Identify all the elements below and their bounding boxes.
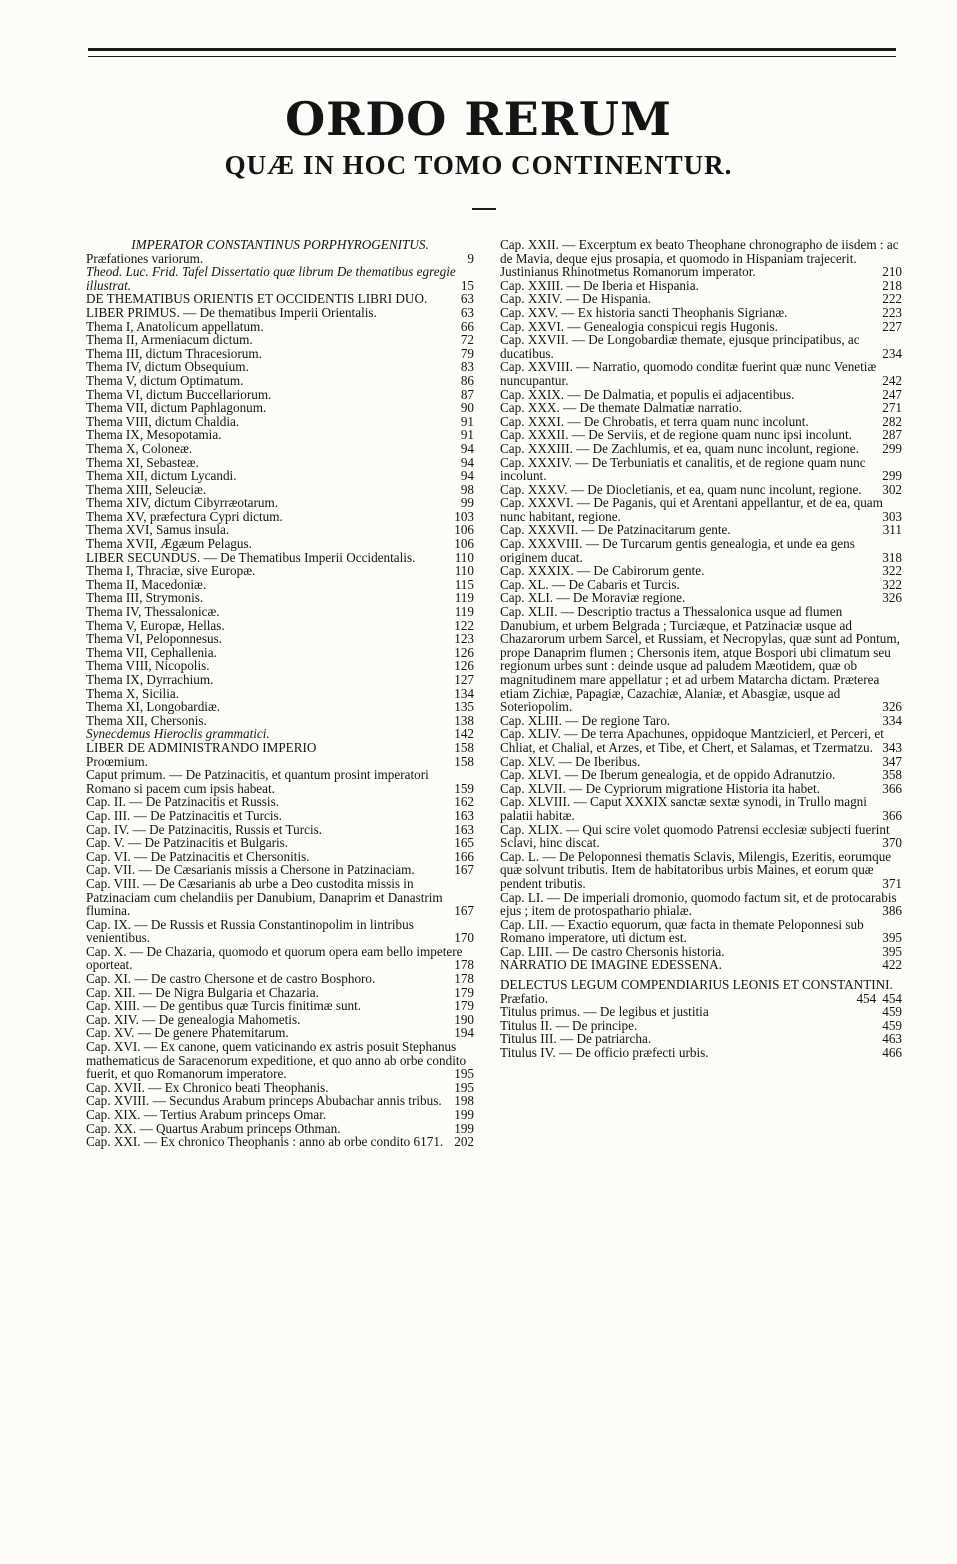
toc-entry-text: Thema VIII, dictum Chaldia. (86, 413, 240, 429)
toc-page-number: 98 (460, 481, 474, 497)
toc-entry-text: Thema VII, Cephallenia. (86, 644, 217, 660)
toc-page-number: 158 (454, 753, 474, 769)
toc-page-number: 366 (882, 780, 902, 796)
toc-page-number: 86 (460, 372, 474, 388)
toc-entry (86, 415, 474, 429)
toc-entry-text: Cap. XXXIV. — De Terbuniatis et canalitis, et de regione quam nunc incolunt. (500, 454, 866, 484)
toc-entry-text: Cap. VI. — De Patzinacitis et Chersonitis. (86, 848, 310, 864)
toc-entry (86, 768, 474, 795)
toc-entry (86, 483, 474, 497)
toc-entry-text: Cap. XLV. — De Iberibus. (500, 753, 641, 769)
toc-entry (500, 279, 902, 293)
toc-entry-text: Thema I, Anatolicum appellatum. (86, 318, 264, 334)
toc-page-number: 303 (882, 508, 902, 524)
toc-entry-text: Cap. XXVIII. — Narratio, quomodo conditæ fuerint quæ nunc Venetiæ nuncupantur. (500, 359, 877, 388)
toc-entry (86, 428, 474, 442)
toc-page-number: 395 (882, 930, 902, 946)
toc-page-number: 322 (882, 576, 902, 592)
toc-page-number: 165 (454, 835, 474, 851)
toc-entry-text: Thema XI, Sebasteæ. (86, 454, 199, 470)
toc-page-number: 119 (454, 604, 474, 620)
toc-entry (86, 918, 474, 945)
toc-entry-text: Cap. XLVII. — De Cypriorum migratione Historia ita habet. (500, 780, 820, 796)
toc-entry (86, 809, 474, 823)
toc-entry-text: Caput primum. — De Patzinacitis, et quantum prosint imperatori Romano si pacem cum ipsis habeat. (86, 767, 429, 796)
toc-entry (86, 510, 474, 524)
toc-page-number: 223 (882, 304, 902, 320)
toc-entry-text: Cap. LII. — Exactio equorum, quæ facta in themate Peloponnesi sub Romano imperatore, uti dictum est. (500, 916, 864, 946)
toc-entry (500, 388, 902, 402)
toc-entry-text: Thema I, Thraciæ, sive Europæ. (86, 563, 256, 579)
toc-page-number: 166 (454, 848, 474, 864)
toc-entry (500, 755, 902, 769)
toc-entry-text: Cap. XL. — De Cabaris et Turcis. (500, 576, 680, 592)
toc-entry-text: Cap. XXI. — Ex chronico Theophanis : anno ab orbe condito 6171. (86, 1134, 444, 1150)
toc-page-number: 198 (454, 1093, 474, 1109)
toc-page-number: 282 (882, 413, 902, 429)
toc-page-number: 190 (454, 1011, 474, 1027)
toc-page-number: 227 (882, 318, 902, 334)
toc-page-number: 202 (454, 1134, 474, 1150)
toc-entry (86, 347, 474, 361)
toc-entry (86, 741, 474, 755)
toc-page-number: 72 (460, 332, 474, 348)
toc-page-number: 311 (882, 522, 902, 538)
toc-entry (86, 537, 474, 551)
toc-entry-text: Cap. IV. — De Patzinacitis, Russis et Turcis. (86, 821, 323, 837)
toc-entry-text: Cap. XXXIII. — De Zachlumis, et ea, quam nunc incolunt, regione. (500, 440, 859, 456)
toc-page-number: 127 (454, 672, 474, 687)
toc-page-number: 103 (454, 508, 474, 524)
toc-entry (86, 999, 474, 1013)
toc-entry-text: Cap. XLII. — Descriptio tractus a Thessalonica usque ad flumen Danubium, et urbem Belgrada ; Turciæque, et Patzinaciæ usque ad Chazarorum urbem Sarcel, et Russiam, et Necropylas, quæ sunt ad Pontum, prope Danaprim flumen ; Chersonis item, atque Bospori ubi climatum seu regionum urbes sunt : deinde usque ad paludem Mæotidem, quæ ob magnitudinem mare appellatur ; et ad urbem Matarcha dictam. Præterea etiam Zichiæ, Papagiæ, Cazachiæ, Alaniæ, et Abasgiæ, usque ad Soteriopolim. (500, 604, 900, 715)
toc-entry-text: Cap. XXXVIII. — De Turcarum gentis genealogia, et unde ea gens originem ducat. (500, 536, 855, 565)
toc-entry (86, 1026, 474, 1040)
toc-entry (86, 578, 474, 592)
toc-entry (86, 523, 474, 537)
toc-entry (86, 360, 474, 374)
toc-entry (500, 918, 902, 945)
toc-page-number: 159 (454, 780, 474, 796)
toc-entry (86, 850, 474, 864)
toc-page-number: 326 (882, 699, 902, 715)
toc-entry (86, 591, 474, 605)
toc-page-number: 347 (882, 753, 902, 769)
toc-entry-text: Cap. XLIII. — De regione Taro. (500, 712, 671, 728)
toc-entry (86, 1081, 474, 1095)
toc-entry-text: Cap. XIII. — De gentibus quæ Turcis finitimæ sunt. (86, 998, 362, 1014)
toc-entry (500, 891, 902, 918)
toc-page-number: 178 (454, 971, 474, 987)
toc-entry (86, 551, 474, 565)
toc-entry (500, 564, 902, 578)
toc-entry-text: Synecdemus Hieroclis grammatici. (86, 726, 270, 742)
toc-entry-text: Titulus primus. — De legibus et justitia (500, 1004, 709, 1020)
toc-entry-text: Thema XIII, Seleuciæ. (86, 481, 207, 497)
toc-entry-text: Thema VII, dictum Paphlagonum. (86, 400, 267, 416)
toc-entry-text: NARRATIO DE IMAGINE EDESSENA. (500, 957, 722, 973)
toc-page-number: 79 (460, 345, 474, 361)
toc-page-number: 322 (882, 563, 902, 579)
toc-entry (86, 320, 474, 334)
toc-entry (86, 823, 474, 837)
toc-page-number: 87 (460, 386, 474, 402)
toc-entry (500, 238, 902, 279)
toc-page-number: 343 (882, 739, 902, 755)
toc-entry (86, 673, 474, 687)
toc-entry-text: Cap. XX. — Quartus Arabum princeps Othman. (86, 1120, 341, 1136)
toc-page-number: 170 (454, 930, 474, 946)
toc-entry-text: Cap. XIV. — De genealogia Mahometis. (86, 1011, 301, 1027)
toc-entry (500, 782, 902, 796)
toc-page-number: 106 (454, 522, 474, 538)
toc-entry (500, 401, 902, 415)
toc-entry (500, 360, 902, 387)
toc-page-number: 94 (460, 468, 474, 484)
toc-entry-text: Cap. XXXIX. — De Cabirorum gente. (500, 563, 705, 579)
toc-page-number: 302 (882, 481, 902, 497)
toc-entry-text: Titulus II. — De principe. (500, 1017, 638, 1033)
toc-entry-text: Theod. Luc. Frid. Tafel Dissertatio quæ librum De thematibus egregie illustrat. (86, 264, 456, 293)
toc-entry (86, 687, 474, 701)
toc-page-number: 115 (454, 576, 474, 592)
toc-entry (86, 469, 474, 483)
toc-entry (86, 374, 474, 388)
toc-entry (86, 605, 474, 619)
toc-page-number: 138 (454, 712, 474, 728)
toc-entry (500, 823, 902, 850)
toc-page-number: 459 (882, 1004, 902, 1020)
toc-entry (86, 727, 474, 741)
toc-entry (86, 265, 474, 292)
toc-entry-text: Cap. VIII. — De Cæsarianis ab urbe a Deo custodita missis in Patzinaciam cum chelandiis per Danubium, Danaprim et Danastrim flumina. (86, 875, 443, 919)
toc-entry-text: Cap. XXXII. — De Serviis, et de regione quam nunc ipsi incolunt. (500, 427, 852, 443)
toc-page-number: 142 (454, 726, 474, 742)
toc-entry-text: Cap. XXIX. — De Dalmatia, et populis ei adjacentibus. (500, 386, 795, 402)
top-rule-thin (88, 56, 896, 57)
toc-page-number: 326 (882, 590, 902, 606)
toc-entry-text: Cap. X. — De Chazaria, quomodo et quorum opera eam bello impetere oporteat. (86, 943, 463, 973)
toc-page-number: 199 (454, 1120, 474, 1136)
toc-entry (86, 755, 474, 769)
toc-entry-text: Cap. IX. — De Russis et Russia Constantinopolim in lintribus venientibus. (86, 916, 414, 946)
toc-entry-text: Cap. V. — De Patzinacitis et Bulgaris. (86, 835, 289, 851)
toc-entry-text: Thema XV, præfectura Cypri dictum. (86, 508, 283, 524)
toc-page-number: 299 (882, 440, 902, 456)
toc-entry (86, 496, 474, 510)
toc-entry-text: Cap. XXXVI. — De Paganis, qui et Arentani appellantur, et de ea, quam nunc habitant, regione. (500, 495, 883, 524)
toc-entry (86, 700, 474, 714)
toc-page-number: 15 (460, 277, 474, 293)
toc-entry-text: Cap. XVI. — Ex canone, quem vaticinando ex astris posuit Stephanus mathematicus de Saracenorum expeditione, et quo anno ab orbe condito fuerit, et quo Romanorum imperatore. (86, 1039, 467, 1082)
toc-entry (86, 646, 474, 660)
toc-entry-text: Thema X, Sicilia. (86, 685, 180, 701)
toc-entry-text: IMPERATOR CONSTANTINUS PORPHYROGENITUS. (131, 237, 429, 252)
toc-page-number: 386 (882, 903, 902, 919)
toc-entry (86, 1108, 474, 1122)
toc-page-number: 63 (460, 291, 474, 307)
toc-entry (500, 1046, 902, 1060)
right-column (500, 238, 902, 1060)
toc-entry-text: Thema III, dictum Thracesiorum. (86, 345, 262, 361)
toc-entry-text: Thema X, Coloneæ. (86, 440, 193, 456)
toc-page-number: 90 (460, 400, 474, 416)
toc-entry-text: LIBER DE ADMINISTRANDO IMPERIO (86, 739, 317, 755)
toc-entry-text: Thema XII, dictum Lycandi. (86, 468, 237, 484)
toc-entry-text: Cap. L. — De Peloponnesi thematis Sclavis, Milengis, Ezeritis, eorumque quæ solvunt tributis. Item de habitatoribus urbis Maines, et eorum quæ pendent tributis. (500, 848, 892, 891)
toc-page-number: 91 (460, 413, 474, 429)
toc-entry (86, 945, 474, 972)
toc-entry (86, 836, 474, 850)
toc-entry (86, 292, 474, 306)
toc-page-number: 123 (454, 631, 474, 647)
toc-page-number: 463 (882, 1031, 902, 1047)
toc-entry (500, 442, 902, 456)
toc-entry (500, 591, 902, 605)
toc-entry-text: Cap. XIX. — Tertius Arabum princeps Omar. (86, 1107, 327, 1122)
toc-entry-text: Cap. XI. — De castro Chersone et de castro Bosphoro. (86, 971, 376, 987)
toc-page-number: 106 (454, 536, 474, 552)
toc-entry (86, 1122, 474, 1136)
toc-entry (86, 877, 474, 918)
toc-entry (86, 659, 474, 673)
toc-page-number: 91 (460, 427, 474, 443)
toc-entry (500, 456, 902, 483)
toc-page-number: 218 (882, 277, 902, 293)
toc-entry (86, 238, 474, 252)
toc-page-number: 9 (467, 250, 474, 266)
toc-page-number: 287 (882, 427, 902, 443)
title-dash (472, 208, 496, 210)
toc-entry (86, 632, 474, 646)
toc-entry-text: Titulus IV. — De officio præfecti urbis. (500, 1045, 709, 1061)
toc-entry-text: Cap. XV. — De genere Phatemitarum. (86, 1025, 289, 1041)
toc-page-number: 135 (454, 699, 474, 715)
toc-page-number: 122 (454, 617, 474, 633)
top-rule (88, 48, 896, 51)
toc-entry-text: Thema VI, dictum Buccellariorum. (86, 386, 272, 402)
toc-page-number: 371 (882, 875, 902, 891)
toc-entry (86, 442, 474, 456)
toc-page-number: 167 (454, 903, 474, 919)
toc-entry-text: Præfatio. (500, 990, 548, 1006)
toc-entry-text: Thema II, Macedoniæ. (86, 576, 207, 592)
toc-entry (86, 1135, 474, 1149)
toc-page-number: 195 (454, 1079, 474, 1095)
toc-entry (86, 333, 474, 347)
page-title: ORDO RERUM (285, 92, 672, 146)
toc-entry-text: Proœmium. (86, 753, 148, 769)
toc-entry (500, 415, 902, 429)
toc-entry-text: Cap. XXVII. — De Longobardiæ themate, ejusque principatibus, ac ducatibus. (500, 332, 860, 361)
toc-entry-text: Cap. XXVI. — Genealogia conspicui regis Hugonis. (500, 318, 778, 334)
toc-page-number: 234 (882, 345, 902, 361)
toc-entry-text: Præfationes variorum. (86, 250, 204, 266)
toc-entry (500, 795, 902, 822)
toc-page-number: 163 (454, 821, 474, 837)
toc-entry (86, 986, 474, 1000)
toc-entry (500, 292, 902, 306)
toc-entry-text: Cap. XLI. — De Moraviæ regione. (500, 590, 686, 606)
toc-entry-text: Cap. XLIV. — De terra Apachunes, oppidoque Mantzicierl, et Perceri, et Chliat, et Chalial, et Arzes, et Tibe, et Chert, et Salamas, et Tzermatzu. (500, 726, 884, 755)
toc-entry-text: Cap. XXIII. — De Iberia et Hispania. (500, 277, 699, 293)
toc-page-number: 199 (454, 1107, 474, 1122)
toc-entry-text: Thema VIII, Nicopolis. (86, 658, 210, 674)
toc-entry-text: DELECTUS LEGUM COMPENDIARIUS LEONIS ET CONSTANTINI. (500, 977, 893, 993)
toc-entry-text: Cap. XXIV. — De Hispania. (500, 291, 652, 307)
toc-page-number: 459 (882, 1017, 902, 1033)
toc-entry (500, 320, 902, 334)
toc-entry-text: Cap. XVII. — Ex Chronico beati Theophanis. (86, 1079, 329, 1095)
toc-entry (86, 619, 474, 633)
toc-entry-text: Thema XVI, Samus insula. (86, 522, 230, 538)
toc-entry-text: Cap. XLVI. — De Iberum genealogia, et de oppido Adranutzio. (500, 767, 836, 783)
toc-page-number: 162 (454, 794, 474, 810)
toc-entry (500, 333, 902, 360)
toc-page-number: 110 (454, 563, 474, 579)
toc-page-number: 299 (882, 468, 902, 484)
toc-entry (500, 578, 902, 592)
toc-entry-text: Cap. II. — De Patzinacitis et Russis. (86, 794, 280, 810)
toc-entry (500, 483, 902, 497)
toc-page-number: 466 (882, 1045, 902, 1061)
toc-page-number: 158 (454, 739, 474, 755)
page-subtitle: QUÆ IN HOC TOMO CONTINENTUR. (224, 150, 733, 180)
toc-page-number: 63 (460, 304, 474, 320)
toc-entry (86, 795, 474, 809)
toc-entry-text: Thema XIV, dictum Cibyrræotarum. (86, 495, 279, 511)
toc-entry-text: Cap. XII. — De Nigra Bulgaria et Chazaria. (86, 984, 319, 1000)
toc-entry-text: Thema XI, Longobardiæ. (86, 699, 221, 715)
toc-entry (86, 388, 474, 402)
toc-entry-text: Thema V, dictum Optimatum. (86, 372, 244, 388)
toc-entry (86, 306, 474, 320)
toc-entry (86, 252, 474, 266)
toc-page-number: 134 (454, 685, 474, 701)
toc-entry-text: Thema VI, Peloponnesus. (86, 631, 223, 647)
toc-entry (500, 1005, 902, 1019)
toc-entry-text: Cap. XLIX. — Qui scire volet quomodo Patrensi ecclesiæ subjecti fuerint Sclavi, hinc discat. (500, 821, 890, 851)
toc-page-number: 126 (454, 644, 474, 660)
toc-entry (500, 605, 902, 714)
toc-entry (86, 1040, 474, 1081)
toc-entry (500, 768, 902, 782)
toc-entry-text: DE THEMATIBUS ORIENTIS ET OCCIDENTIS LIBRI DUO. (86, 291, 428, 307)
toc-entry (86, 1013, 474, 1027)
toc-page-number: 422 (882, 957, 902, 973)
toc-page-number: 99 (460, 495, 474, 511)
toc-entry (500, 496, 902, 523)
toc-entry-text: Cap. III. — De Patzinacitis et Turcis. (86, 807, 282, 823)
toc-entry (500, 945, 902, 959)
toc-entry (500, 306, 902, 320)
toc-page-number: 94 (460, 440, 474, 456)
toc-entry-text: Cap. XXX. — De themate Dalmatiæ narratio. (500, 400, 743, 416)
toc-entry-text: Cap. XXV. — Ex historia sancti Theophanis Sigrianæ. (500, 304, 788, 320)
toc-entry (500, 714, 902, 728)
toc-page-number: 179 (454, 984, 474, 1000)
toc-entry-text: Thema IV, Thessalonicæ. (86, 604, 220, 620)
toc-page-number: 178 (454, 957, 474, 973)
toc-page-number: 454 (882, 990, 902, 1006)
toc-entry (86, 1094, 474, 1108)
toc-page-number: 210 (882, 264, 902, 280)
toc-page-number: 83 (460, 359, 474, 375)
toc-entry-text: Cap. XXII. — Excerptum ex beato Theophane chronographo de iisdem : ac de Mavia, deque ejus prosapia, et quomodo in Hispaniam trajecerit. Justinianus Rhinotmetus Romanorum imperator. (500, 237, 899, 280)
toc-page-number: 370 (882, 835, 902, 851)
toc-page-number: 247 (882, 386, 902, 402)
toc-entry (500, 523, 902, 537)
toc-entry (500, 537, 902, 564)
toc-page-number: 366 (882, 807, 902, 823)
toc-entry-text: Cap. XXXI. — De Chrobatis, et terra quam nunc incolunt. (500, 413, 809, 429)
toc-page-number: 271 (882, 400, 902, 416)
toc-entry-text: Cap. XVIII. — Secundus Arabum princeps Abubachar annis tribus. (86, 1093, 442, 1109)
toc-page-number: 242 (882, 372, 902, 388)
toc-entry (500, 1019, 902, 1033)
toc-page-number: 163 (454, 807, 474, 823)
toc-entry (500, 992, 902, 1006)
toc-entry-text: LIBER PRIMUS. — De thematibus Imperii Orientalis. (86, 304, 377, 320)
toc-entry (500, 958, 902, 972)
toc-entry-text: Cap. XLVIII. — Caput XXXIX sanctæ sextæ synodi, in Trullo magni palatii habitæ. (500, 794, 867, 823)
toc-entry-text: Thema XVII, Ægæum Pelagus. (86, 536, 252, 552)
toc-page-number: 66 (460, 318, 474, 334)
toc-entry (86, 456, 474, 470)
toc-page-number: 119 (454, 590, 474, 606)
toc-page-number: 222 (882, 291, 902, 307)
toc-entry-text: Cap. XXXV. — De Diocletianis, et ea, quam nunc incolunt, regione. (500, 481, 862, 497)
left-column (86, 238, 474, 1149)
toc-entry-text: Cap. VII. — De Cæsarianis missis a Chersone in Patzinaciam. (86, 862, 415, 878)
toc-entry-text: Cap. LI. — De imperiali dromonio, quomodo factum sit, et de protocarabis ejus ; item de protospathario phialæ. (500, 889, 897, 919)
toc-entry-text: Titulus III. — De patriarcha. (500, 1031, 652, 1047)
toc-entry-text: Thema XII, Chersonis. (86, 712, 207, 728)
toc-entry-text: Thema IX, Mesopotamia. (86, 427, 222, 443)
toc-page-number: 334 (882, 712, 902, 728)
toc-entry-text: Cap. XXXVII. — De Patzinacitarum gente. (500, 522, 731, 538)
toc-entry (86, 564, 474, 578)
toc-entry (500, 1032, 902, 1046)
toc-entry-text: Thema IV, dictum Obsequium. (86, 359, 249, 375)
toc-entry-text: Thema II, Armeniacum dictum. (86, 332, 253, 348)
toc-entry (86, 863, 474, 877)
toc-entry-text: Thema III, Strymonis. (86, 590, 204, 606)
toc-entry (86, 714, 474, 728)
toc-entry-text: LIBER SECUNDUS. — De Thematibus Imperii Occidentalis. (86, 549, 416, 565)
toc-entry-text: Cap. LIII. — De castro Chersonis historia. (500, 943, 725, 959)
toc-page-number: 110 (454, 549, 474, 565)
toc-page-number: 395 (882, 943, 902, 959)
toc-page-number: 179 (454, 998, 474, 1014)
toc-page-number: 94 (460, 454, 474, 470)
toc-entry (500, 850, 902, 891)
toc-page-number: 194 (454, 1025, 474, 1041)
toc-page-number: 167 (454, 862, 474, 878)
toc-entry (500, 428, 902, 442)
toc-entry-text: Thema V, Europæ, Hellas. (86, 617, 225, 633)
toc-entry (86, 972, 474, 986)
toc-page-number: 318 (882, 549, 902, 565)
toc-entry (500, 727, 902, 754)
toc-page-number: 358 (882, 767, 902, 783)
toc-page-number: 195 (454, 1066, 474, 1082)
toc-page-number: 126 (454, 658, 474, 674)
toc-entry (86, 401, 474, 415)
toc-entry-text: Thema IX, Dyrrachium. (86, 672, 214, 687)
toc-page-number: 454 (856, 990, 877, 1006)
